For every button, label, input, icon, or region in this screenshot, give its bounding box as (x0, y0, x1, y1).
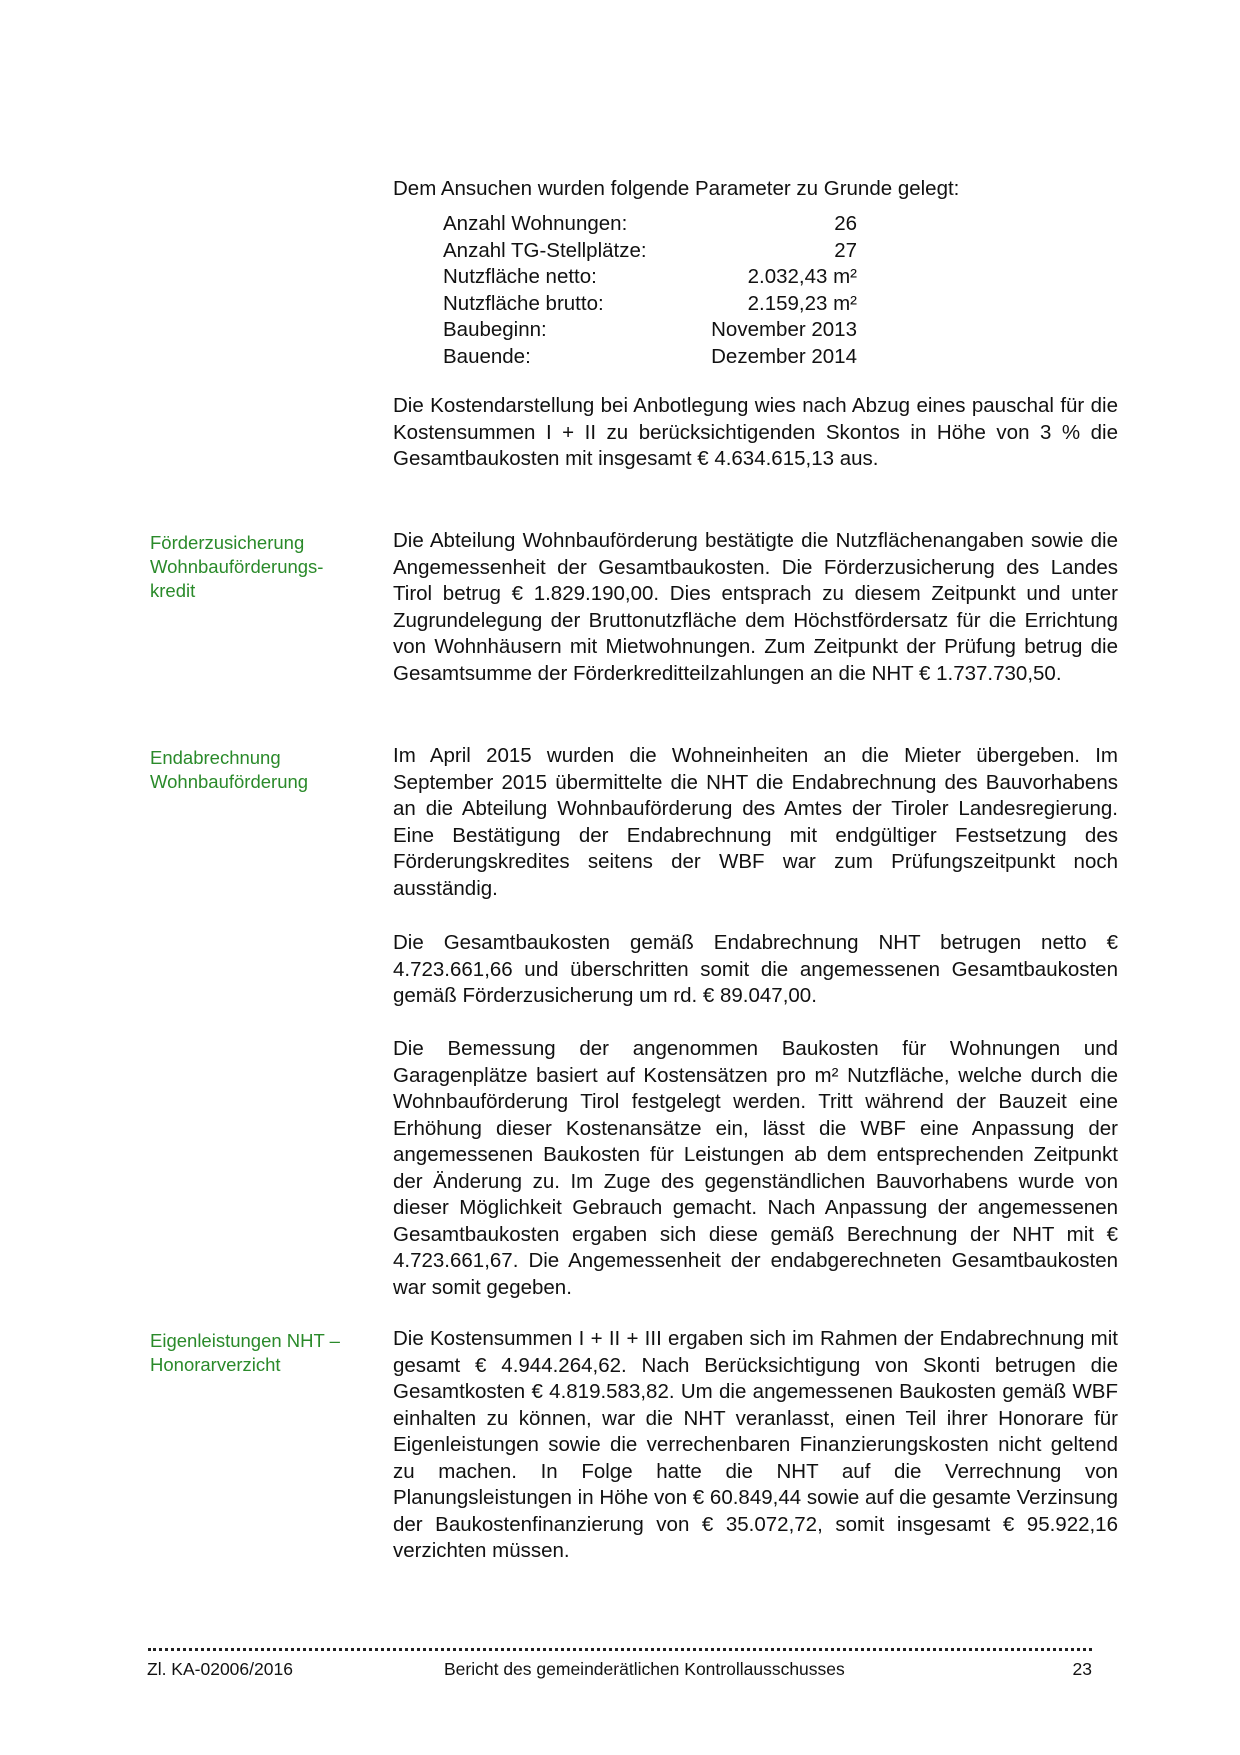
param-row (443, 238, 857, 265)
footer-reference: Zl. KA-02006/2016 (147, 1659, 293, 1679)
page-footer (147, 1658, 1092, 1680)
param-row (443, 344, 857, 371)
side-label-foerderzusicherung (150, 531, 378, 603)
param-value: 2.159,23 m² (747, 291, 857, 315)
param-label: Baubeginn: (443, 318, 547, 341)
side-label-line: kredit (150, 580, 196, 601)
foerderzusicherung-paragraph: Die Abteilung Wohnbauförderung bestätigte die Nutzflächenangaben sowie die Angemessenheit der Gesamtbaukosten. Die Förderzusicherung des Landes Tirol betrug € 1.829.190,00. Dies entsprach zu diesem Zeitpunkt und unter Zugrundelegung der Bruttonutzfläche dem Höchstfördersatz für die Errichtung von Wohnhäusern mit Mietwohnungen. Zum Zeitpunkt der Prüfung betrug die Gesamtsumme der Förderkreditteilzahlungen an die NHT € 1.737.730,50. (393, 529, 1118, 685)
footer-title: Bericht des gemeinderätlichen Kontrollausschusses (444, 1659, 845, 1679)
param-row (443, 317, 857, 344)
side-label-line: Wohnbauförderung (150, 771, 309, 792)
endabrechnung-paragraph: Im April 2015 wurden die Wohneinheiten an die Mieter übergeben. Im September 2015 übermittelte die NHT die Endabrechnung des Bauvorhabens an die Abteilung Wohnbauförderung des Amtes der Tiroler Landesregierung. Eine Bestätigung der Endabrechnung mit endgültiger Festsetzung des Förderungskredites seitens der WBF war zum Prüfungszeitpunkt noch ausständig. (393, 744, 1118, 900)
side-label-line: Endabrechnung (150, 747, 281, 768)
side-label-endabrechnung (150, 746, 378, 794)
param-value: 26 (834, 212, 857, 235)
cost-presentation-paragraph: Die Kostendarstellung bei Anbotlegung wies nach Abzug eines pauschal für die Kostensummen I + II zu berücksichtigenden Skontos in Höhe von 3 % die Gesamtbaukosten mit insgesamt € 4.634.615,13 aus. (393, 394, 1118, 470)
param-label: Anzahl TG-Stellplätze: (443, 238, 647, 262)
parameters-intro: Dem Ansuchen wurden folgende Parameter zu Grunde gelegt: (393, 177, 960, 200)
side-label-line: Wohnbauförderungs- (150, 556, 324, 577)
param-label: Nutzfläche netto: (443, 265, 597, 288)
footer-divider (148, 1648, 1092, 1651)
side-label-line: Eigenleistungen NHT – (150, 1330, 340, 1351)
param-label: Anzahl Wohnungen: (443, 212, 628, 235)
param-row (443, 291, 857, 318)
param-row (443, 211, 857, 238)
gesamtbaukosten-paragraph: Die Gesamtbaukosten gemäß Endabrechnung NHT betrugen netto € 4.723.661,66 und überschritten somit die angemessenen Gesamtbaukosten gemäß Förderzusicherung um rd. € 89.047,00. (393, 931, 1118, 1007)
param-label: Bauende: (443, 344, 531, 368)
side-label-line: Honorarverzicht (150, 1354, 281, 1375)
bemessung-paragraph: Die Bemessung der angenommen Baukosten für Wohnungen und Garagenplätze basiert auf Kostensätzen pro m² Nutzfläche, welche durch die Wohnbauförderung Tirol festgelegt werden. Tritt während der Bauzeit eine Erhöhung dieser Kostenansätze ein, lässt die WBF eine Anpassung der angemessenen Baukosten für Leistungen ab dem entsprechenden Zeitpunkt der Änderung zu. Im Zuge des gegenständlichen Bauvorhabens wurde von dieser Möglichkeit Gebrauch gemacht. Nach Anpassung der angemessenen Gesamtbaukosten ergaben sich diese gemäß Berechnung der NHT mit € 4.723.661,67. Die Angemessenheit der endabgerechneten Gesamtbaukosten war somit gegeben. (393, 1037, 1118, 1299)
param-value: November 2013 (711, 318, 857, 341)
param-label: Nutzfläche brutto: (443, 291, 604, 315)
side-label-line: Förderzusicherung (150, 532, 305, 553)
side-label-eigenleistungen (150, 1329, 378, 1377)
param-row (443, 264, 857, 291)
param-value: 27 (834, 238, 857, 262)
param-value: 2.032,43 m² (747, 265, 857, 288)
eigenleistungen-paragraph: Die Kostensummen I + II + III ergaben sich im Rahmen der Endabrechnung mit gesamt € 4.944.264,62. Nach Berücksichtigung von Skonti betrugen die Gesamtkosten € 4.819.583,82. Um die angemessenen Baukosten gemäß WBF einhalten zu können, war die NHT veranlasst, einen Teil ihrer Honorare für Eigenleistungen sowie die verrechenbaren Finanzierungskosten nicht geltend zu machen. In Folge hatte die NHT auf die Verrechnung von Planungsleistungen in Höhe von € 60.849,44 sowie auf die gesamte Verzinsung der Baukostenfinanzierung von € 35.072,72, somit insgesamt € 95.922,16 verzichten müssen. (393, 1327, 1118, 1562)
parameters-list (443, 211, 857, 370)
param-value: Dezember 2014 (711, 344, 857, 368)
page-number: 23 (1072, 1659, 1092, 1679)
